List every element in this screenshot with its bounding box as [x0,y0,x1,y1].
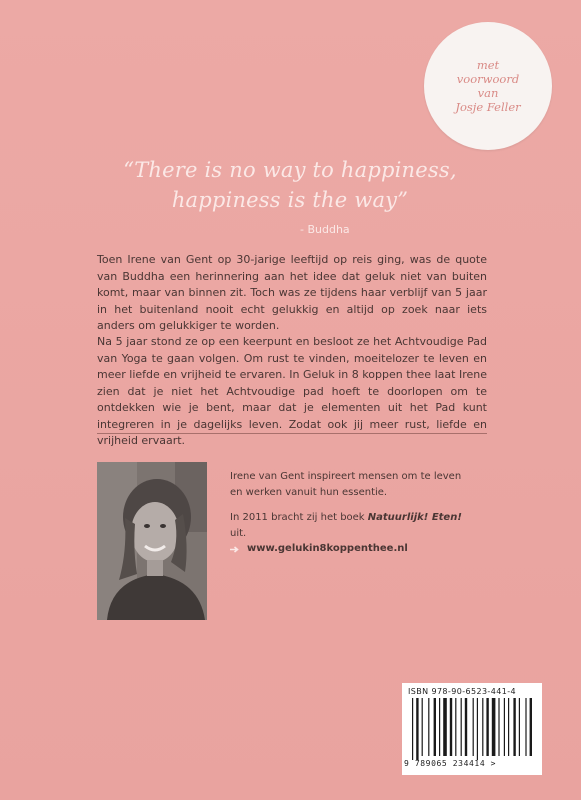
isbn-label: ISBN 978-90-6523-441-4 [408,687,516,696]
book-suffix: uit. [230,528,247,539]
arrow-icon [230,546,240,553]
quote-line-1: “There is no way to happiness, [123,158,457,182]
paragraph-1: Toen Irene van Gent op 30-jarige leeftijd op reis ging, was de quote van Buddha een herinnering aan het idee dat geluk niet van buiten komt, maar van binnen zit. Toch was ze tijdens haar verblijf van 5 jaar in het buitenland nooit echt gelukkig en altijd op zoek naar iets anders om gelukkiger te worden. [97,253,487,332]
book-title: Natuurlijk! Eten! [367,512,462,523]
divider [97,433,487,434]
badge-line-3: van [477,86,499,100]
book-prefix: In 2011 bracht zij het boek [230,512,368,523]
foreword-badge [424,22,552,150]
barcode-area [402,683,542,775]
quote-line-2: happiness is the way” [171,188,409,212]
badge-line-2: voorwoord [456,72,520,86]
quote-author: - Buddha [300,223,350,236]
author-photo [97,462,207,620]
quote [40,155,540,215]
author-photo-image [97,462,207,620]
badge-line-4: Josje Feller [455,100,521,114]
barcode-icon [410,698,534,760]
badge-line-1: met [476,58,500,72]
paragraph-2: Na 5 jaar stond ze op een keerpunt en besloot ze het Achtvoudige Pad van Yoga te gaan volgen. Om rust te vinden, moeitelozer te leven en meer liefde en vrijheid te ervaren. In Geluk in 8 koppen thee laat Irene zien dat je niet het Achtvoudige pad hoeft te doorlopen om te ontdekken wie je bent, maar dat je elementen uit het Pad kunt integreren in je dagelijks leven. Zodat ook jij meer rust, liefde en vrijheid ervaart. [97,335,487,447]
barcode-digits: 9 789065 234414 > [404,759,497,768]
author-previous-book [230,510,480,542]
website-link[interactable]: www.gelukin8koppenthee.nl [247,543,408,554]
website-row [230,541,408,557]
author-bio: Irene van Gent inspireert mensen om te leven en werken vanuit hun essentie. [230,471,462,498]
